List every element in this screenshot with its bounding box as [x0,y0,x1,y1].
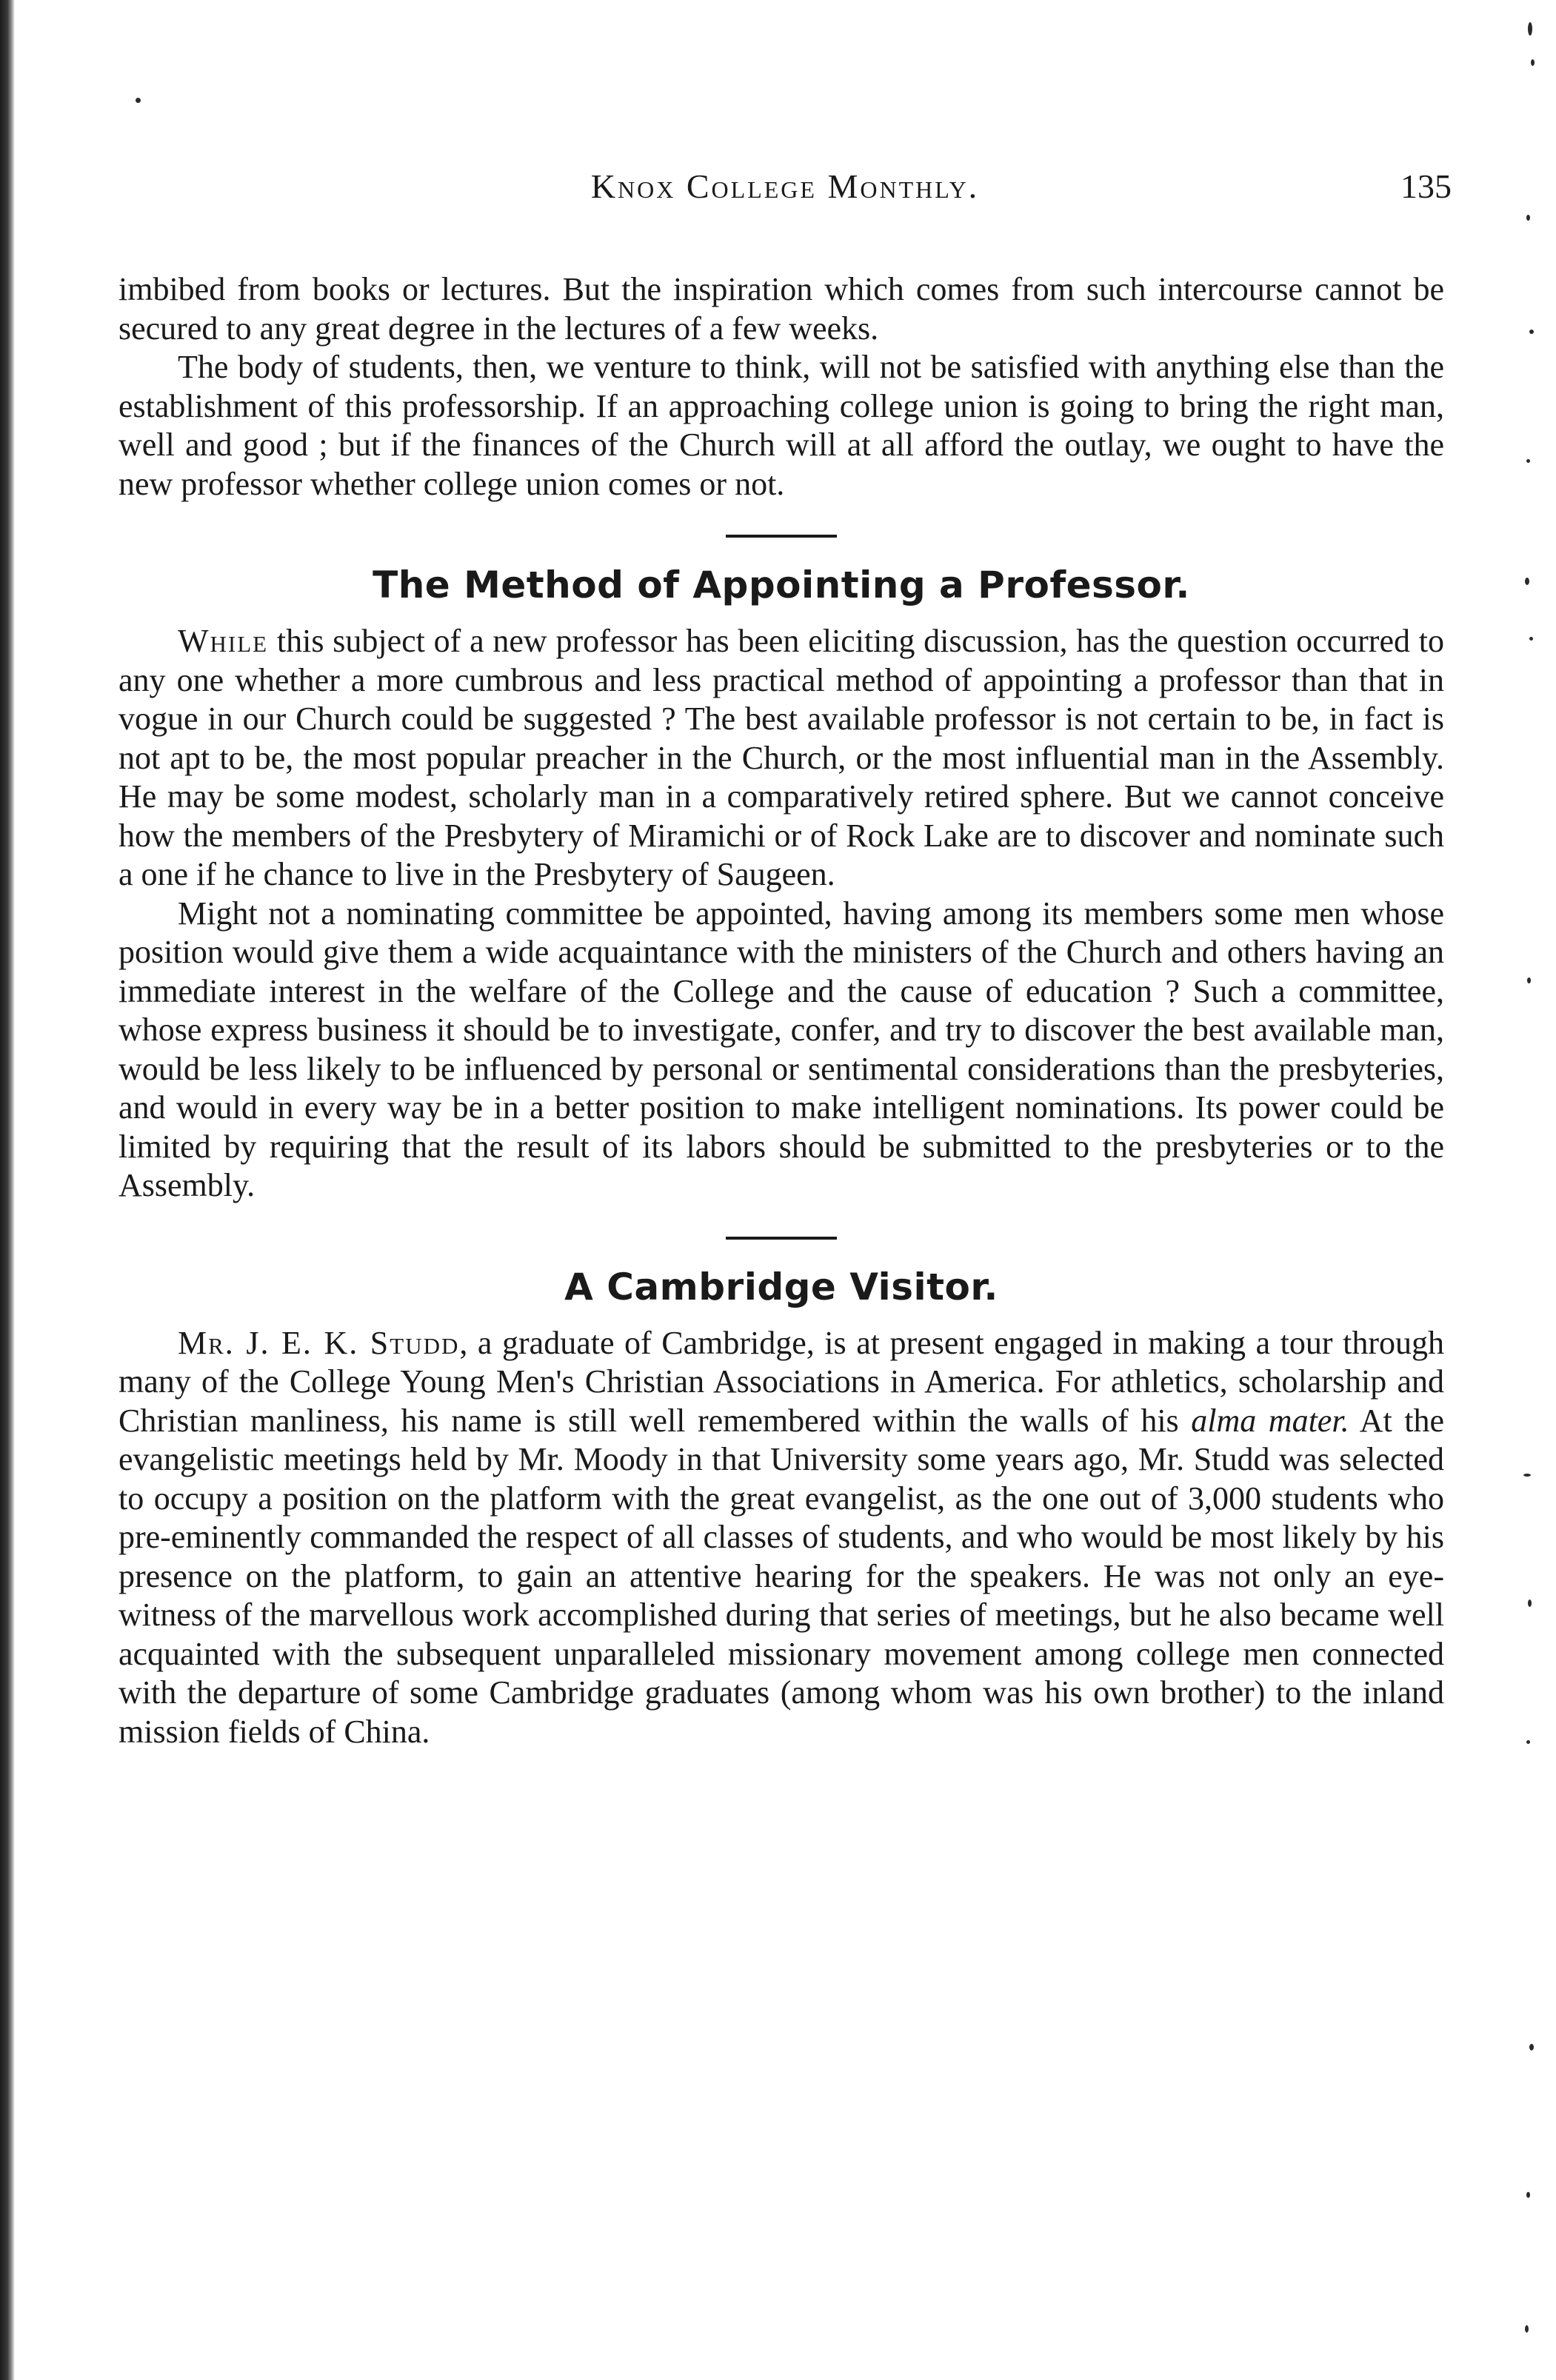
paragraph-text: this subject of a new professor has been eliciting discussion, has the question occurred to any one whether a more cumbrous and less practical method of appointing a professor than that in vogue in our Church could be suggested ? The best available professor is not certain to be, in fact is not apt to be, the most popular preacher in the Church, or the most influential man in the Assembly. He may be some modest, scholarly man in a comparatively retired sphere. But we cannot conceive how the members of the Presbytery of Miramichi or of Rock Lake are to discover and nominate such a one if he chance to live in the Presbytery of Saugeen. [118,623,1444,892]
paragraph-text: , a graduate of Cambridge, is at present engaged in making a tour through many of the College Young Men's Christian Associations in America. For athletics, scholarship and Christian manliness, his name is still well remembered within the walls of his [118,1324,1444,1439]
scan-speck [136,98,141,103]
page-number: 135 [1400,167,1452,205]
paragraph-visitor [118,1324,1444,1752]
scan-right-margin-marks [1497,0,1556,2380]
lead-word: While [178,623,269,659]
italic-phrase: alma mater. [1191,1402,1349,1439]
section-divider [726,1237,837,1240]
section-divider [726,535,837,538]
lead-name: Mr. J. E. K. Studd [178,1324,460,1361]
paragraph-method-2: Might not a nominating committee be appointed, having among its members some men whose position would give them a wide acquaintance with the ministers of the Church and others having an immediate interest in the welfare of the College and the cause of education ? Such a committee, whose express business it should be to investigate, confer, and try to discover the best available man, would be less likely to be influenced by personal or sentimental considerations than the presbyteries, and would in every way be in a better position to make intelligent nominations. Its power could be limited by requiring that the result of its labors should be submitted to the presbyteries or to the Assembly. [118,895,1444,1203]
section-heading-visitor: A Cambridge Visitor. [564,1265,998,1308]
paragraph-method-1 [118,622,1444,895]
article-body [118,270,1444,1751]
running-title: Knox College Monthly. [590,167,980,205]
paragraph-text: At the evangelistic meetings held by Mr. Moody in that University some years ago, Mr. Studd was selected to occupy a position on the platform with the great evangelist, as the one out of 3,000 students who pre-eminently commanded the respect of all classes of students, and who would be most likely by his presence on the platform, to gain an attentive hearing for the speakers. He was not only an eye-witness of the marvellous work accomplished during that series of meetings, but he also became well acquainted with the subsequent unparalleled missionary movement among college men connected with the departure of some Cambridge graduates (among whom was his own brother) to the inland mission fields of China. [118,1402,1445,1750]
running-head [118,167,1452,226]
scan-binding-edge [0,0,15,2380]
paragraph-continuation: imbibed from books or lectures. But the inspiration which comes from such intercourse cannot be secured to any great degree in the lectures of a few weeks. [118,271,1444,347]
paragraph-professorship: The body of students, then, we venture to think, will not be satisfied with anything else than the establishment of this professorship. If an approaching college union is going to bring the right man, well and good ; but if the finances of the Church will at all afford the outlay, we ought to have the new professor whether college union comes or not. [118,349,1444,502]
section-heading-method: The Method of Appointing a Professor. [373,564,1190,606]
